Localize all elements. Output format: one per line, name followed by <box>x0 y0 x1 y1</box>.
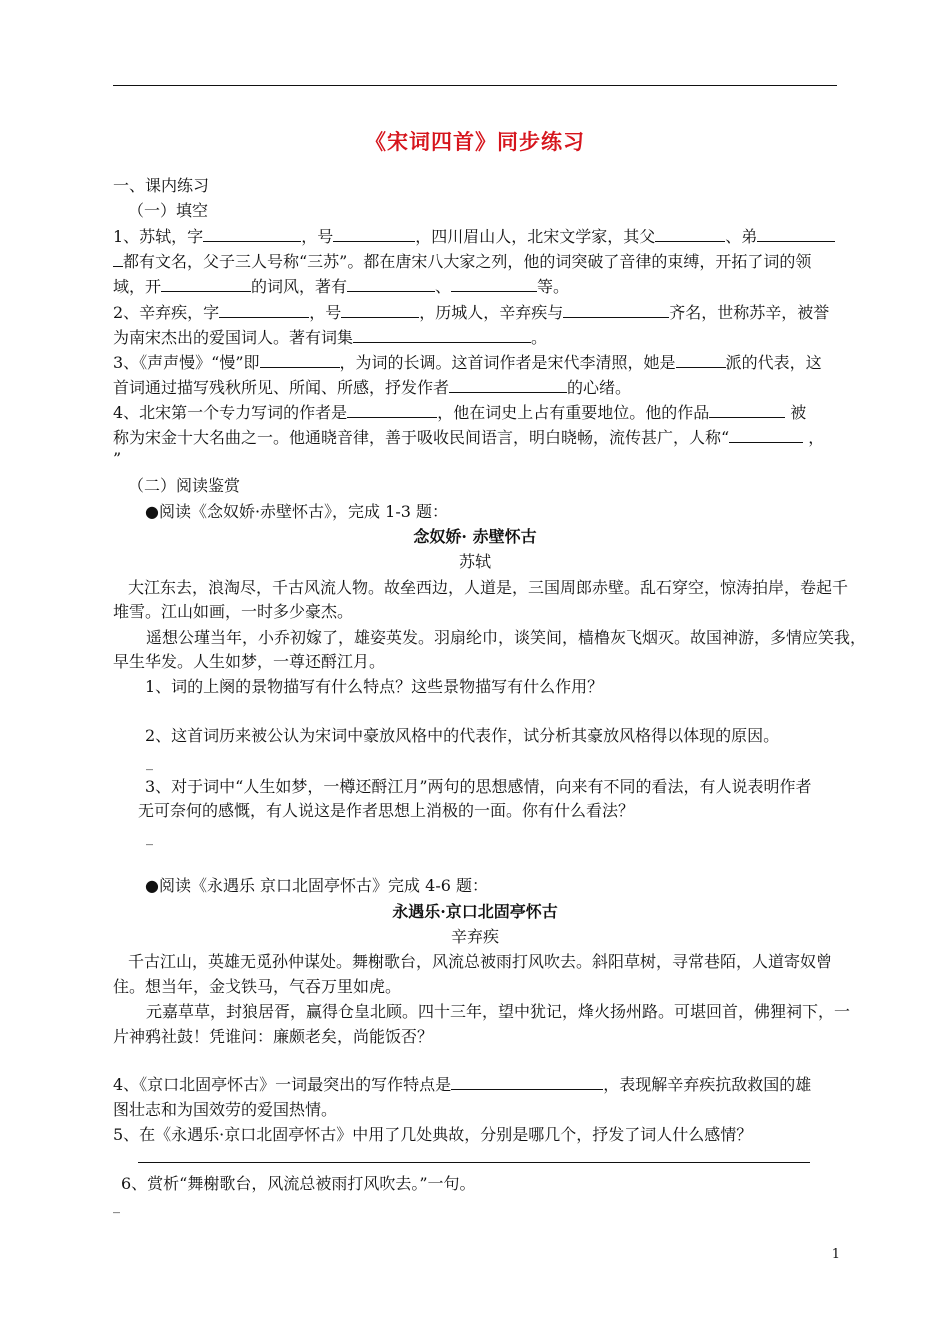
blank[interactable] <box>260 353 340 368</box>
question-2-line-1: 2、辛弃疾，字 ，号 ，历城人，辛弃疾与 齐名，世称苏辛，被誉 <box>113 303 830 322</box>
blank[interactable] <box>729 428 803 443</box>
poem-2-text: 千古江山，英雄无觅孙仲谋处。舞榭歌台，风流总被雨打风吹去。斜阳草树，寻常巷陌，人道寄奴曾 <box>128 952 833 971</box>
reading-2-intro: ●阅读《永遇乐 京口北固亭怀古》完成 4-6 题： <box>145 876 488 895</box>
question-3-line-1: 3、《声声慢》“慢”即 ，为词的长调。这首词作者是宋代李清照，她是 派的代表，这 <box>113 353 822 372</box>
reading-question-1: 1、词的上阕的景物描写有什么特点？这些景物描写有什么作用？ <box>145 677 604 696</box>
blank[interactable] <box>353 328 531 343</box>
reading-question-5: 5、在《永遇乐·京口北固亭怀古》中用了几处典故，分别是哪几个，抒发了词人什么感情？ <box>113 1125 753 1144</box>
answer-line[interactable] <box>138 1162 810 1163</box>
blank[interactable] <box>347 277 435 292</box>
blank[interactable] <box>203 227 301 242</box>
subsection-heading: （一）填空 <box>128 201 209 220</box>
blank[interactable] <box>655 227 725 242</box>
section-heading: 一、课内练习 <box>113 176 210 195</box>
blank[interactable] <box>347 403 437 418</box>
poem-1-author: 苏轼 <box>458 552 491 571</box>
blank[interactable] <box>563 303 669 318</box>
answer-mark: _ <box>146 755 153 771</box>
poem-2-author: 辛弃疾 <box>450 927 499 946</box>
reading-1-intro: ●阅读《念奴娇·赤壁怀古》，完成 1-3 题： <box>145 502 448 521</box>
page-number: 1 <box>831 1247 840 1262</box>
question-2-line-2: 为南宋杰出的爱国词人。著有词集 。 <box>113 328 548 347</box>
question-3-line-2: 首词通过描写残秋所见、所闻、所感，抒发作者 的心绪。 <box>113 378 632 397</box>
blank[interactable] <box>676 353 726 368</box>
question-1-line-1: 1、苏轼，字 ，号 ，四川眉山人，北宋文学家，其父 、弟 <box>113 225 839 249</box>
blank[interactable] <box>219 303 309 318</box>
question-4-line-3: ” <box>113 449 122 468</box>
poem-1-text: 早生华发。人生如梦，一尊还酹江月。 <box>113 652 386 671</box>
blank[interactable] <box>757 227 835 242</box>
poem-1-text: 堆雪。江山如画，一时多少豪杰。 <box>113 602 354 621</box>
poem-2-title: 永遇乐·京口北固亭怀古 <box>392 902 558 921</box>
blank[interactable] <box>341 303 419 318</box>
blank[interactable] <box>113 252 123 267</box>
reading-question-3: 无可奈何的感慨，有人说这是作者思想上消极的一面。你有什么看法？ <box>138 801 635 820</box>
poem-1-title: 念奴娇· 赤壁怀古 <box>413 527 537 546</box>
header-rule <box>113 85 837 86</box>
poem-1-text: 大江东去，浪淘尽，千古风流人物。故垒西边，人道是，三国周郎赤壁。乱石穿空，惊涛拍岸，卷起千 <box>128 578 849 597</box>
subsection-heading: （二）阅读鉴赏 <box>128 476 241 495</box>
question-4-line-1: 4、北宋第一个专力写词的作者是 ，他在词史上占有重要地位。他的作品 被 <box>113 403 807 422</box>
page-title: 《宋词四首》同步练习 <box>365 129 585 154</box>
reading-question-2: 2、这首词历来被公认为宋词中豪放风格中的代表作，试分析其豪放风格得以体现的原因。 <box>145 726 780 745</box>
blank[interactable] <box>451 277 537 292</box>
reading-question-4: 图壮志和为国效劳的爱国热情。 <box>113 1100 338 1119</box>
poem-2-text: 片神鸦社鼓！凭谁问：廉颇老矣，尚能饭否？ <box>113 1027 434 1046</box>
poem-2-text: 住。想当年，金戈铁马，气吞万里如虎。 <box>113 977 402 996</box>
poem-2-text: 元嘉草草，封狼居胥，赢得仓皇北顾。四十三年，望中犹记，烽火扬州路。可堪回首，佛狸祠下，一 <box>146 1002 851 1021</box>
question-4-line-2: 称为宋金十大名曲之一。他通晓音律，善于吸收民间语言，明白晓畅，流传甚广，人称“ ， <box>113 428 825 447</box>
reading-question-6: 6、赏析“舞榭歌台，风流总被雨打风吹去。”一句。 <box>121 1174 476 1193</box>
blank[interactable] <box>451 1075 603 1090</box>
reading-question-3: 3、对于词中“人生如梦，一樽还酹江月”两句的思想感情，向来有不同的看法，有人说表明作者 <box>145 777 812 796</box>
blank[interactable] <box>161 277 251 292</box>
blank[interactable] <box>449 378 567 393</box>
reading-question-4: 4、《京口北固亭怀古》一词最突出的写作特点是 ，表现解辛弃疾抗敌救国的雄 <box>113 1075 812 1094</box>
poem-1-text: 遥想公瑾当年，小乔初嫁了，雄姿英发。羽扇纶巾，谈笑间，樯橹灰飞烟灭。故国神游，多情应笑我， <box>146 628 867 647</box>
answer-mark: _ <box>113 1198 120 1214</box>
answer-mark: _ <box>146 830 153 846</box>
question-1-line-3: 域，开 的词风，著有 、 等。 <box>113 277 570 296</box>
blank[interactable] <box>333 227 415 242</box>
blank[interactable] <box>709 403 785 418</box>
question-1-line-2: 都有文名，父子三人号称“三苏”。都在唐宋八大家之列，他的词突破了音律的束缚，开拓了词的领 <box>113 250 839 274</box>
